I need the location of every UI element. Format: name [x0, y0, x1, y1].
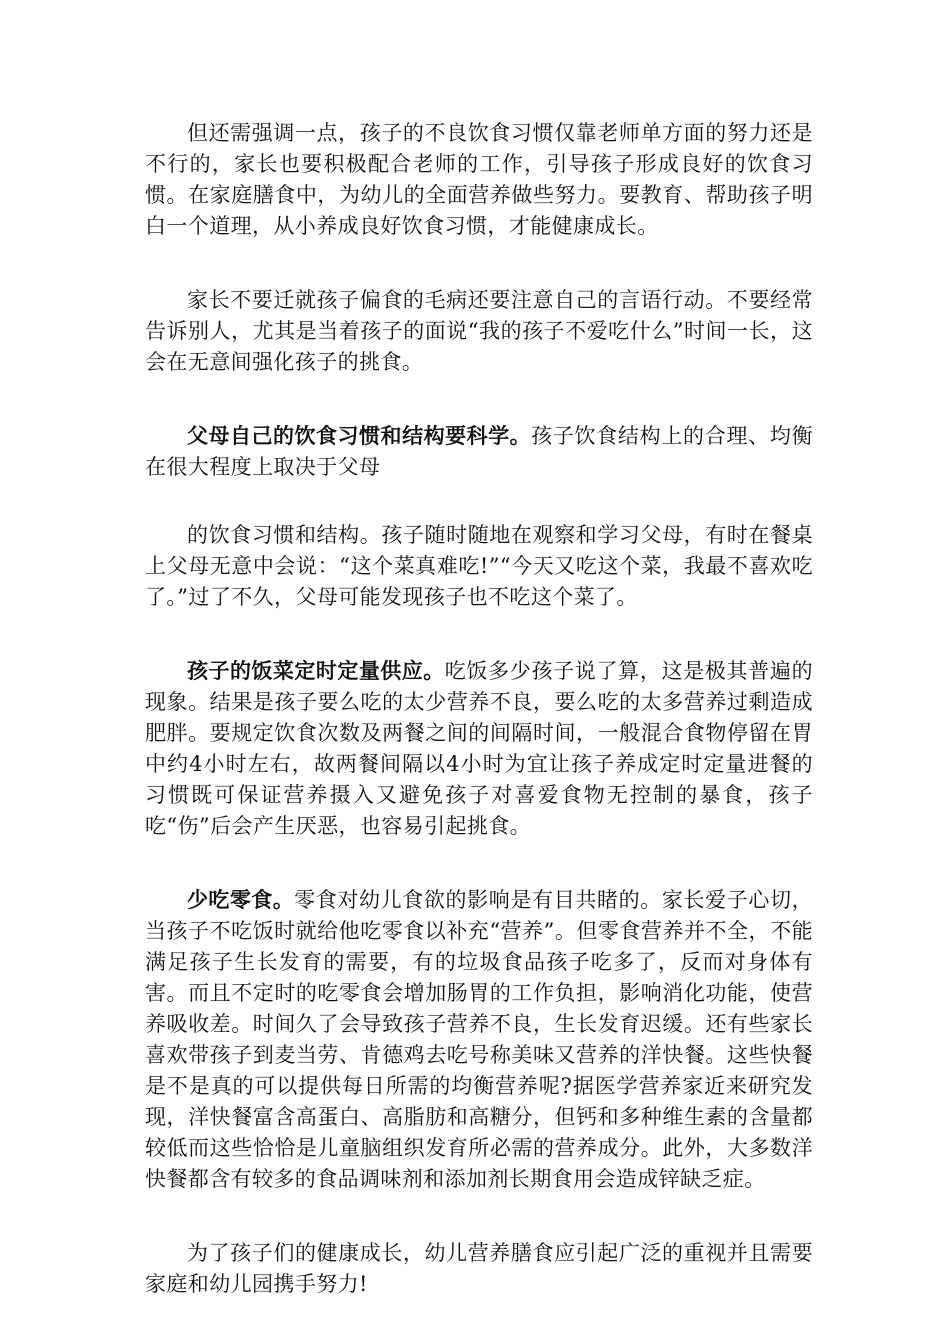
paragraph-text: 但还需强调一点，孩子的不良饮食习惯仅靠老师单方面的努力还是不行的，家长也要积极配合老师的工作，引导孩子形成良好的饮食习惯。在家庭膳食中，为幼儿的全面营养做些努力。要教育、帮助孩子明白一个道理，从小养成良好饮食习惯，才能健康成长。 — [145, 121, 813, 238]
paragraph-regular-meals — [145, 656, 813, 842]
paragraph-heading: 父母自己的饮食习惯和结构要科学。 — [187, 424, 532, 448]
paragraph-text: 零食对幼儿食欲的影响是有目共睹的。家长爱子心切，当孩子不吃饭时就给他吃零食以补充“营养”。但零食营养并不全，不能满足孩子生长发育的需要，有的垃圾食品孩子吃多了，反而对身体有害。而且不定时的吃零食会增加肠胃的工作负担，影响消化功能，使营养吸收差。时间久了会导致孩子营养不良，生长发育迟缓。还有些家长喜欢带孩子到麦当劳、肯德鸡去吃号称美味又营养的洋快餐。这些快餐是不是真的可以提供每日所需的均衡营养呢?据医学营养家近来研究发现，洋快餐富含高蛋白、高脂肪和高糖分，但钙和多种维生素的含量都较低而这些恰恰是儿童脑组织发育所必需的营养成分。此外，大多数洋快餐都含有较多的食品调味剂和添加剂长期食用会造成锌缺乏症。 — [145, 888, 814, 1191]
paragraph-text: 的饮食习惯和结构。孩子随时随地在观察和学习父母，有时在餐桌上父母无意中会说：“这个菜真难吃!”“今天又吃这个菜，我最不喜欢吃了。”过了不久，父母可能发现孩子也不吃这个菜了。 — [145, 523, 813, 609]
paragraph-less-snacks — [145, 885, 813, 1195]
paragraph-conclusion — [145, 1238, 813, 1300]
paragraph-parent-habits-continued — [145, 520, 813, 613]
paragraph-text: 为了孩子们的健康成长，幼儿营养膳食应引起广泛的重视并且需要家庭和幼儿园携手努力! — [145, 1241, 813, 1296]
paragraph-text: 吃饭多少孩子说了算，这是极其普遍的现象。结果是孩子要么吃的太少营养不良，要么吃的太多营养过剩造成肥胖。要规定饮食次数及两餐之间的间隔时间，一般混合食物停留在胃中约4小时左右，故两餐间隔以4小时为宜让孩子养成定时定量进餐的习惯既可保证营养摄入又避免孩子对喜爱食物无控制的暴食，孩子吃“伤”后会产生厌恶，也容易引起挑食。 — [145, 659, 813, 838]
paragraph-heading: 少吃零食。 — [187, 888, 295, 912]
paragraph-avoid-indulging — [145, 285, 813, 378]
paragraph-heading: 孩子的饭菜定时定量供应。 — [187, 659, 445, 683]
paragraph-parent-cooperation — [145, 118, 813, 242]
paragraph-parent-habits — [145, 421, 813, 483]
document-page — [145, 118, 813, 1300]
paragraph-text: 家长不要迁就孩子偏食的毛病还要注意自己的言语行动。不要经常告诉别人，尤其是当着孩子的面说“我的孩子不爱吃什么”时间一长，这会在无意间强化孩子的挑食。 — [145, 288, 813, 374]
paragraph-text: 孩子饮食结构上的合理、均衡在很大程度上取决于父母 — [145, 424, 813, 479]
